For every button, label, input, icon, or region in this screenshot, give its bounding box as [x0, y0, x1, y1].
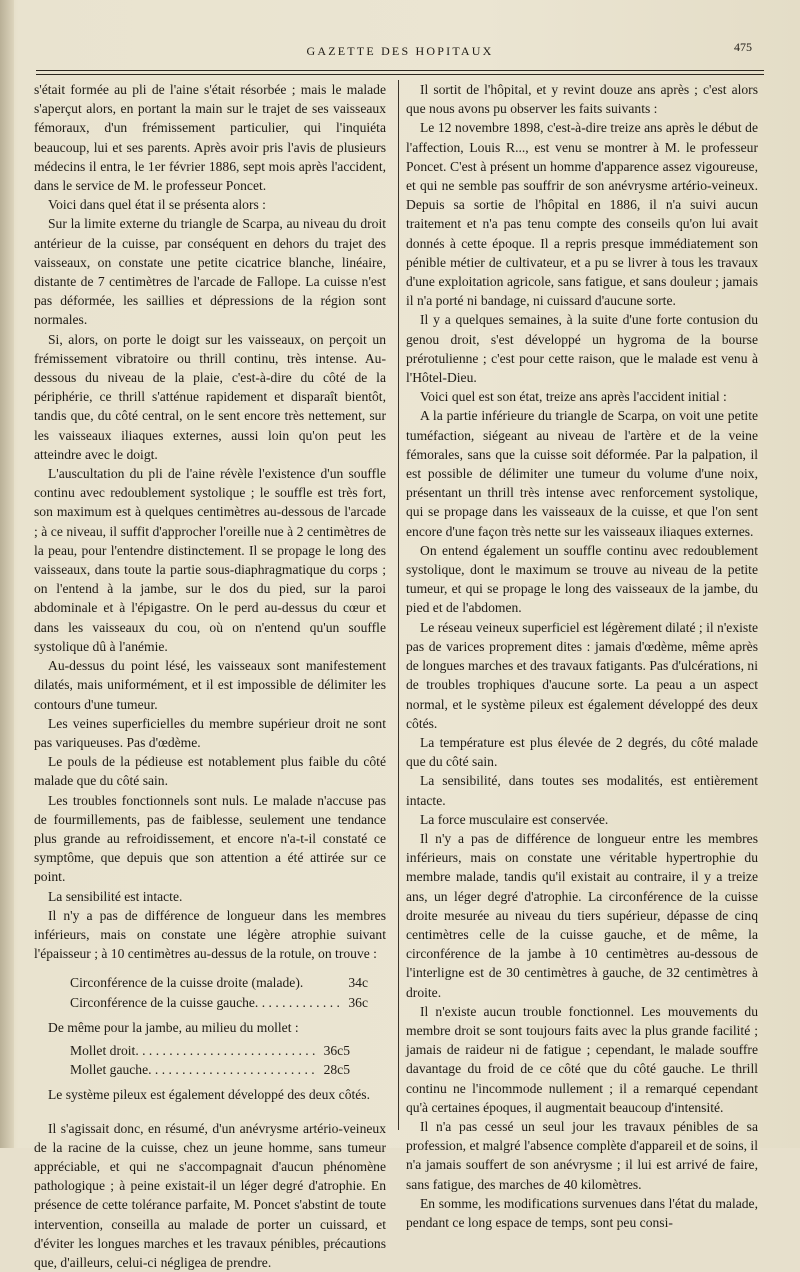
- page-binding-edge: [0, 0, 14, 1148]
- paragraph: Voici dans quel état il se présenta alors :: [48, 197, 266, 213]
- paragraph: Les troubles fonctionnels sont nuls. Le malade n'accuse pas de fourmillements, pas de faiblesse, seulement une tendance plus grande au refroidissement, et encore n'a-t-il constaté ce symptôme, que depuis que son attention a été attirée sur ce point.: [34, 792, 386, 885]
- paragraph: La sensibilité, dans toutes ses modalités, est entièrement intacte.: [406, 773, 758, 808]
- paragraph: La force musculaire est conservée.: [420, 811, 609, 827]
- measurement-value: 34c: [348, 975, 368, 991]
- paragraph: Si, alors, on porte le doigt sur les vaisseaux, on perçoit un frémissement vibratoire ou thrill continu, très intense. Au-dessous du niveau de la plaie, c'est-à-dire du côté de la périphérie, ce thrill s'atténue rapidement et disparaît bientôt, tandis que, du côté central, on le sent encore très nettement, sur les vaisseaux iliaques externes, aussi loin qu'on peut les atteindre avec le doigt.: [34, 331, 386, 462]
- paragraph: La sensibilité est intacte.: [48, 888, 183, 904]
- measurement-row: [70, 1041, 350, 1060]
- measurement-label: Mollet gauche. . . . . . . . . . . . . . . . . . . . . . . . .: [70, 1062, 315, 1078]
- measurement-label: Mollet droit. . . . . . . . . . . . . . . . . . . . . . . . . . .: [70, 1042, 316, 1058]
- measurement-value: 28c5: [323, 1062, 350, 1078]
- paragraph: A la partie inférieure du triangle de Scarpa, on voit une petite tuméfaction, siégeant au niveau de l'artère et de la veine fémorales, sans que la cuisse soit déformée. Par la palpation, il est possible de délimiter une tumeur du volume d'une noix, présentant un thrill très intense avec renforcement systolique, qui se propage dans les vaisseaux de la cuisse, et que l'on sent encore d'une façon très nette sur les vaisseaux iliaques externes.: [406, 408, 758, 539]
- paragraph: Sur la limite externe du triangle de Scarpa, au niveau du droit antérieur de la cuisse, par conséquent en dehors du trajet des vaisseaux, on constate une petite cicatrice blanche, linéaire, distante de 7 centimètres de l'arcade de Fallope. La cuisse n'est pas déformée, les saillies et dépressions de la région sont normales.: [34, 216, 386, 328]
- paragraph: Voici quel est son état, treize ans après l'accident initial :: [420, 389, 727, 405]
- header-rule-thin: [36, 70, 764, 71]
- paragraph: Il s'agissait donc, en résumé, d'un anévrysme artério-veineux de la racine de la cuisse, chez un jeune homme, sans tumeur appréciable, et qui ne s'accompagnait d'aucun phénomène pathologique ; à peine existait-il un léger degré d'atrophie. En présence de cette tolérance parfaite, M. Poncet s'abstint de toute intervention, conseilla au malade de porter un cuissard, et d'éviter les longues marches et les travaux pénibles, précautions que, d'ailleurs, celui-ci négligea de prendre.: [34, 1120, 386, 1270]
- measurement-row: [70, 973, 368, 992]
- column-divider: [398, 80, 399, 1130]
- measurement-value: 36c5: [323, 1042, 350, 1058]
- thigh-measurements: [34, 973, 386, 1011]
- paragraph: Au-dessus du point lésé, les vaisseaux sont manifestement dilatés, mais uniformément, et il est impossible de délimiter les contours d'une tumeur.: [34, 658, 386, 712]
- paragraph: Il sortit de l'hôpital, et y revint douze ans après ; c'est alors que nous avons pu observer les faits suivants :: [406, 82, 758, 117]
- paragraph: Les veines superficielles du membre supérieur droit ne sont pas variqueuses. Pas d'œdème.: [34, 715, 386, 750]
- paragraph: Le pouls de la pédieuse est notablement plus faible du côté malade que du côté sain.: [34, 754, 386, 789]
- paragraph: Il n'existe aucun trouble fonctionnel. Les mouvements du membre droit se sont toujours faits avec la plus grande facilité ; jamais de raideur ni de fatigue ; cependant, le malade souffre davantage du froid de ce côté que du côté gauche. Le thrill continu ne l'incommode nullement ; il a remarqué cependant qu'à certaines époques, il augmentait beaucoup d'intensité.: [406, 1003, 758, 1115]
- paragraph: La température est plus élevée de 2 degrés, du côté malade que du côté sain.: [406, 734, 758, 770]
- running-head: GAZETTE DES HOPITAUX: [306, 44, 494, 58]
- measurement-row: [70, 993, 368, 1012]
- paragraph: s'était formée au pli de l'aine s'était résorbée ; mais le malade s'aperçut alors, en portant la main sur le trajet de ses vaisseaux fémoraux, d'un frémissement particulier, qui l'inquiéta beaucoup, lui et ses parents. Après avoir pris l'avis de plusieurs médecins il entra, le 1er février 1886, sept mois après l'accident, dans le service de M. le professeur Poncet.: [34, 82, 386, 194]
- paragraph: Il n'y a pas de différence de longueur entre les membres inférieurs, mais on constate une véritable hypertrophie du membre malade, tandis qu'il existait au contraire, il y a treize ans, un léger degré d'atrophie. La circonférence de la cuisse droite mesurée au niveau du tiers supérieur, dépasse de cinq centimètres celle de la cuisse gauche, et de même, la circonférence de la jambe à 10 centimètres au-dessous de l'interligne est de 30 centimètres à gauche, de 32 centimètres à droite.: [406, 830, 758, 1000]
- paragraph: Le réseau veineux superficiel est légèrement dilaté ; il n'existe pas de varices proprement dites : jamais d'œdème, même après de longues marches et des travaux fatigants. Pas d'ulcérations, ni de troubles trophiques d'aucune sorte. La peau a un aspect normal, et le système pileux est également développé des deux côtés.: [406, 619, 758, 731]
- left-column: [34, 80, 386, 1272]
- calf-measurements: [34, 1041, 386, 1079]
- measurement-label: Circonférence de la cuisse gauche. . . . . . . . . . . . .: [70, 994, 340, 1010]
- paragraph: Le 12 novembre 1898, c'est-à-dire treize ans après le début de l'affection, Louis R..., est venu se montrer à M. le professeur Poncet. C'est à présent un homme d'apparence assez vigoureuse, et qui ne semble pas souffrir de son anévrysme artério-veineux. Depuis sa sortie de l'hôpital en 1886, il n'a suivi aucun traitement et n'a pas tenu compte des conseils qu'on lui avait donnés à cette époque. Il a repris presque immédiatement son pénible métier de cultivateur, et a pu se livrer à tous les travaux d'une exploitation agricole, sans fatigue, et sans douleur ; jamais il n'a porté ni bandage, ni cuissard d'aucune sorte.: [406, 120, 758, 309]
- measurement-value: 36c: [348, 994, 368, 1010]
- paragraph: Il n'a pas cessé un seul jour les travaux pénibles de sa profession, et malgré l'absence complète d'appareil et de soins, il n'a jamais souffert de son anévrysme ; il lui est arrivé de faire, sans fatigue, des marches de 40 kilomètres.: [406, 1118, 758, 1192]
- measurement-label: Circonférence de la cuisse droite (malade).: [70, 975, 304, 991]
- paragraph: Il n'y a pas de différence de longueur dans les membres inférieurs, mais on constate une légère atrophie suivant l'épaisseur ; à 10 centimètres au-dessus de la rotule, on trouve :: [34, 907, 386, 962]
- header-rule-thick: [36, 74, 764, 75]
- page-number: 475: [734, 40, 752, 54]
- paragraph: Le système pileux est également développé des deux côtés.: [48, 1087, 370, 1103]
- measurement-row: [70, 1060, 350, 1079]
- section-gap: [34, 1105, 386, 1119]
- paragraph: Il y a quelques semaines, à la suite d'une forte contusion du genou droit, s'est développé un hygroma de la bourse prérotulienne ; c'est pour cette raison, que le malade est venu à l'Hôtel-Dieu.: [406, 312, 758, 386]
- paragraph: On entend également un souffle continu avec redoublement systolique, dont le maximum se trouve au niveau de la petite tumeur, et qui se propage le long des vaisseaux de la jambe, du pied et de l'abdomen.: [406, 542, 758, 616]
- paragraph: L'auscultation du pli de l'aine révèle l'existence d'un souffle continu avec redoublement systolique ; le souffle est très fort, son maximum est à quelques centimètres au-dessous de l'arcade ; à ce niveau, il suffit d'approcher l'oreille nue à 2 centimètres de la peau, pour l'entendre distinctement. Il se propage le long des vaisseaux, dans toute la partie sous-diaphragmatique du corps ; on l'entend à la jambe, sur le dos du pied, sur la paroi abdominale et à l'épigastre. On le perd au-dessus du cœur et dans les vaisseaux du cou, où on n'entend qu'un souffle systolique dû à l'anémie.: [34, 466, 386, 654]
- paragraph: En somme, les modifications survenues dans l'état du malade, pendant ce long espace de temps, sont peu consi-: [406, 1195, 758, 1230]
- right-column: [406, 80, 758, 1232]
- paragraph: De même pour la jambe, au milieu du mollet :: [48, 1019, 299, 1035]
